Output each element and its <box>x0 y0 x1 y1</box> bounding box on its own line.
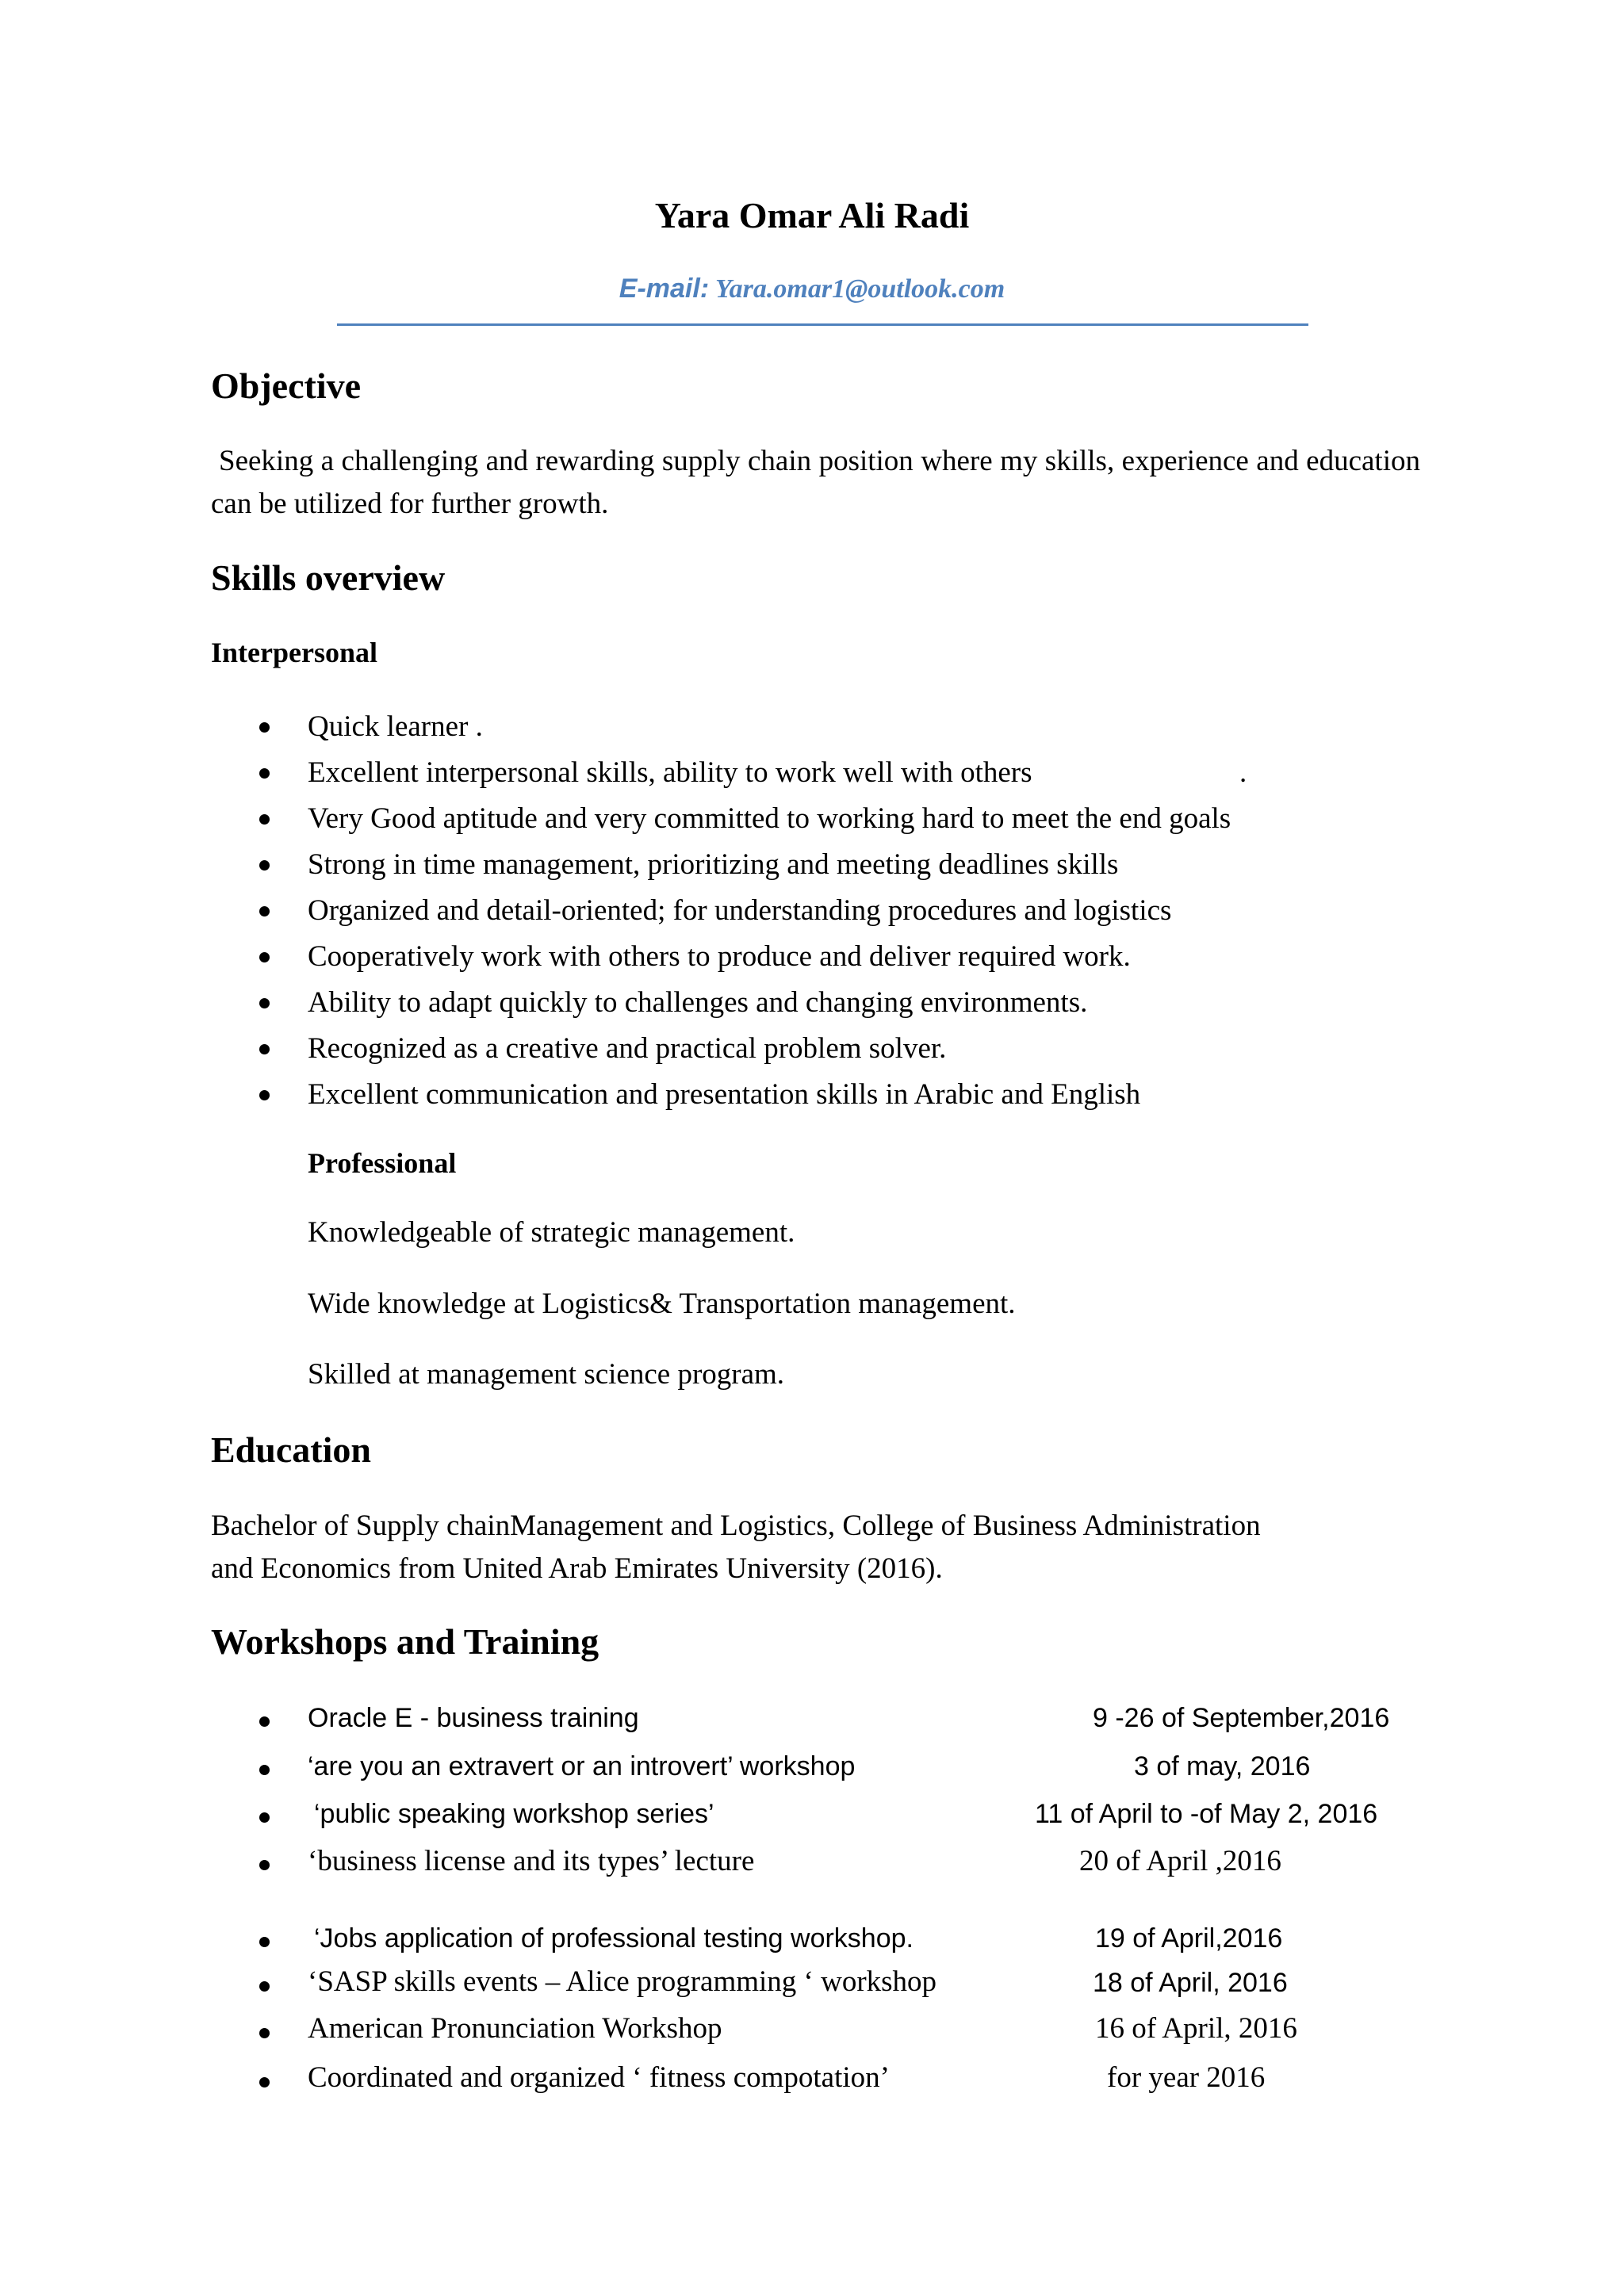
workshop-title: ‘SASP skills events – Alice programming ‘ workshop <box>308 1965 937 1998</box>
email-label: E-mail: <box>619 274 710 304</box>
education-heading: Education <box>211 1429 371 1470</box>
workshop-date: 9 -26 of September,2016 <box>1093 1703 1390 1733</box>
workshop-title: Coordinated and organized ‘ fitness compotation’ <box>308 2061 890 2094</box>
list-item: Strong in time management, prioritizing and meeting deadlines skills <box>308 848 1119 881</box>
bullet-icon <box>259 2077 270 2087</box>
header-divider <box>337 323 1308 326</box>
bullet-icon <box>259 722 270 733</box>
list-item: Ability to adapt quickly to challenges and changing environments. <box>308 986 1088 1019</box>
professional-heading: Professional <box>308 1147 457 1179</box>
bullet-icon <box>259 906 270 916</box>
trailing-period: . <box>1239 756 1247 789</box>
bullet-icon <box>259 1981 270 1992</box>
email-line <box>0 274 1624 304</box>
professional-item: Knowledgeable of strategic management. <box>308 1216 795 1249</box>
list-item: Excellent communication and presentation skills in Arabic and English <box>308 1078 1141 1111</box>
bullet-icon <box>259 1860 270 1870</box>
bullet-icon <box>259 1044 270 1054</box>
workshop-title: Oracle E - business training <box>308 1703 639 1733</box>
objective-text: Seeking a challenging and rewarding supply chain position where my skills, experience and education can be utilized for further growth. <box>211 445 1420 520</box>
bullet-icon <box>259 1765 270 1775</box>
bullet-icon <box>259 860 270 871</box>
list-item: Very Good aptitude and very committed to working hard to meet the end goals <box>308 802 1231 835</box>
workshop-date: 11 of April to -of May 2, 2016 <box>1035 1799 1378 1829</box>
list-item: Recognized as a creative and practical problem solver. <box>308 1032 947 1065</box>
bullet-icon <box>259 814 270 825</box>
bullet-icon <box>259 1937 270 1947</box>
education-text-line: and Economics from United Arab Emirates University (2016). <box>211 1552 943 1585</box>
workshop-date: 20 of April ,2016 <box>1079 1845 1281 1877</box>
objective-heading: Objective <box>211 365 362 406</box>
workshop-date: 18 of April, 2016 <box>1093 1968 1288 1998</box>
bullet-icon <box>259 998 270 1008</box>
professional-item: Skilled at management science program. <box>308 1358 785 1391</box>
bullet-icon <box>259 2028 270 2038</box>
bullet-icon <box>259 952 270 962</box>
list-item: Organized and detail-oriented; for understanding procedures and logistics <box>308 894 1172 927</box>
bullet-icon <box>259 1090 270 1100</box>
candidate-name: Yara Omar Ali Radi <box>654 195 970 235</box>
workshop-title: ‘business license and its types’ lecture <box>308 1845 755 1877</box>
email-address[interactable]: Yara.omar1@outlook.com <box>715 274 1005 304</box>
bullet-icon <box>259 768 270 779</box>
workshop-title: ‘Jobs application of professional testing workshop. <box>314 1923 914 1954</box>
list-item: Quick learner . <box>308 710 483 743</box>
workshops-heading: Workshops and Training <box>211 1621 599 1662</box>
workshop-title: ‘are you an extravert or an introvert’ workshop <box>308 1751 856 1781</box>
skills-heading: Skills overview <box>211 557 446 598</box>
workshop-title: American Pronunciation Workshop <box>308 2012 722 2045</box>
list-item: Excellent interpersonal skills, ability to work well with others <box>308 756 1032 789</box>
workshop-date: 3 of may, 2016 <box>1134 1751 1311 1781</box>
interpersonal-heading: Interpersonal <box>211 637 377 668</box>
workshop-date: for year 2016 <box>1107 2061 1266 2094</box>
workshop-date: 19 of April,2016 <box>1095 1923 1283 1954</box>
bullet-icon <box>259 1716 270 1727</box>
bullet-icon <box>259 1812 270 1823</box>
workshop-title: ‘public speaking workshop series’ <box>314 1799 714 1829</box>
workshop-date: 16 of April, 2016 <box>1095 2012 1297 2045</box>
professional-item: Wide knowledge at Logistics& Transportation management. <box>308 1288 1016 1320</box>
education-text-line: Bachelor of Supply chainManagement and Logistics, College of Business Administration <box>211 1510 1261 1542</box>
list-item: Cooperatively work with others to produce and deliver required work. <box>308 940 1131 973</box>
